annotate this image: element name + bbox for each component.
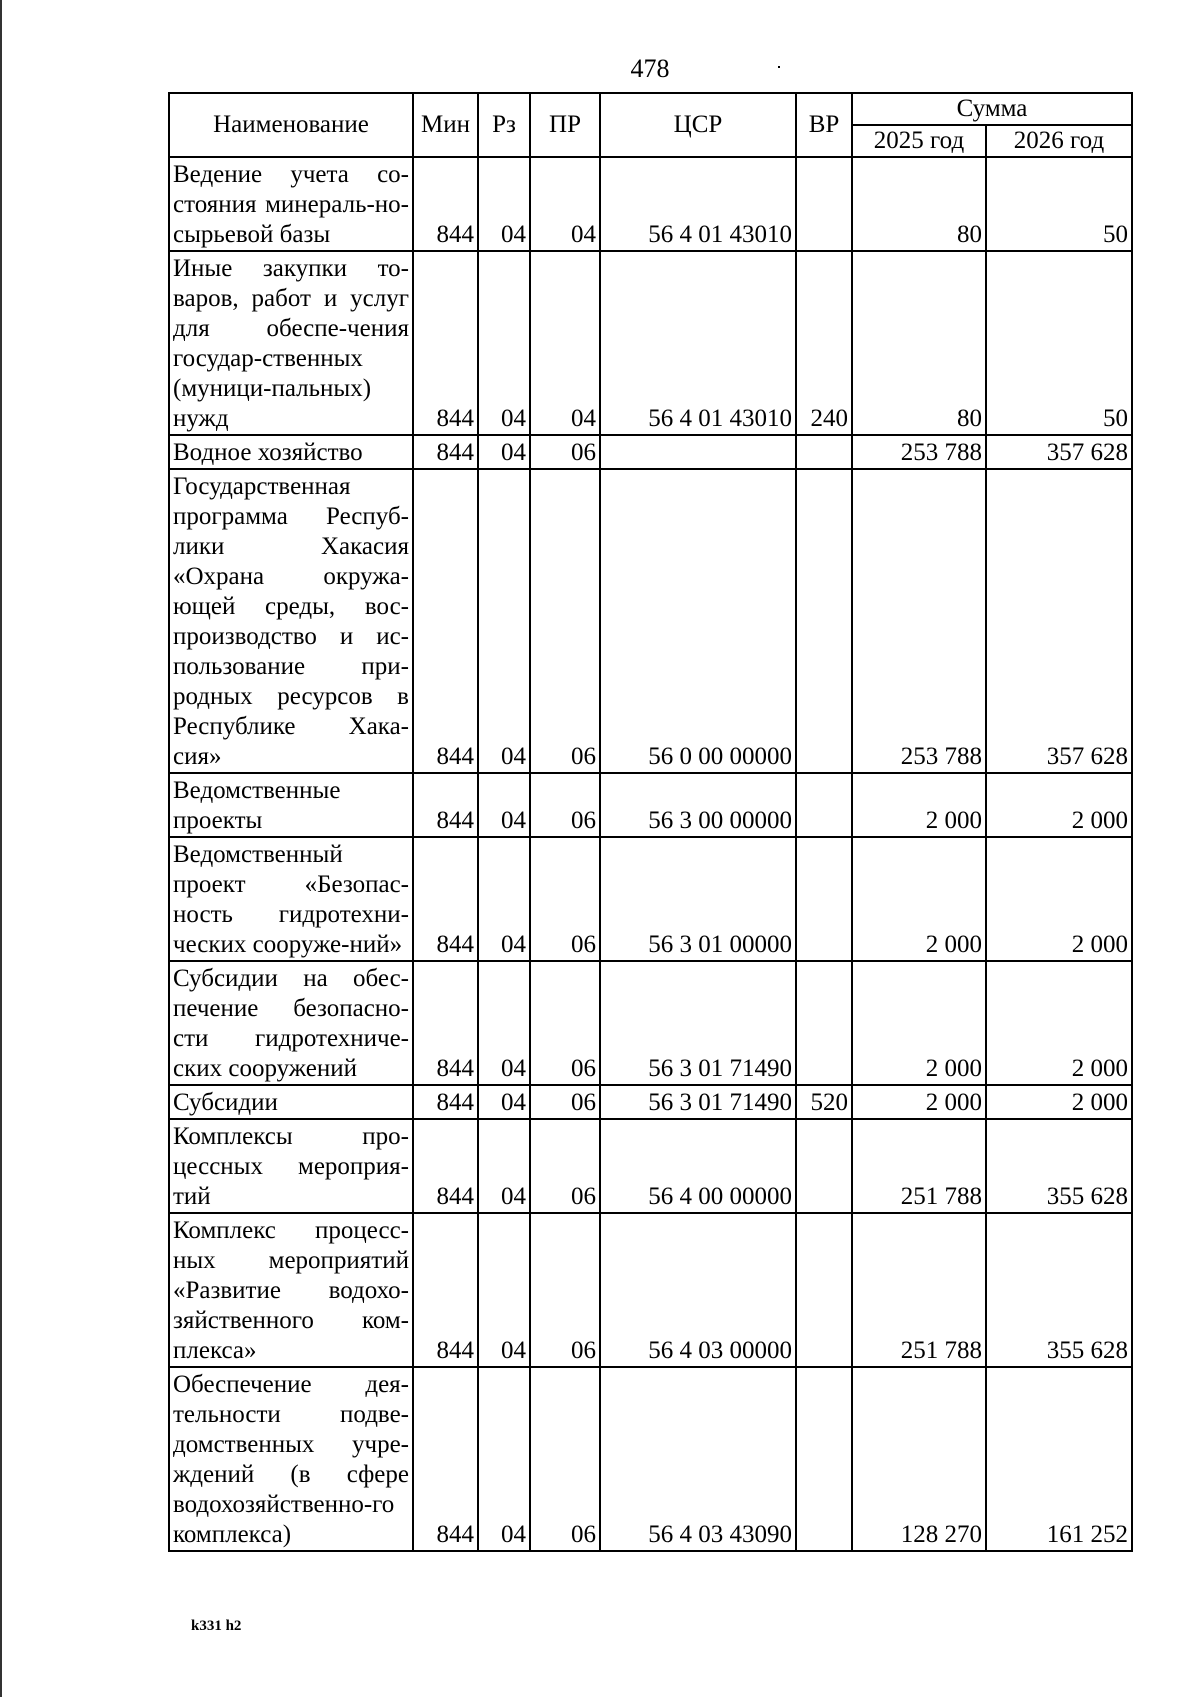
row-rz: 04 bbox=[478, 1119, 530, 1213]
row-pr: 06 bbox=[530, 1367, 600, 1551]
row-vr: 520 bbox=[796, 1085, 852, 1119]
row-vr bbox=[796, 157, 852, 251]
page-number: 478 bbox=[630, 54, 670, 83]
row-min: 844 bbox=[413, 435, 478, 469]
row-name: Ведомственный проект «Безопас-ность гидротехни-ческих сооруже-ний» bbox=[169, 837, 413, 961]
row-csr: 56 4 01 43010 bbox=[600, 157, 796, 251]
row-csr: 56 3 00 00000 bbox=[600, 773, 796, 837]
scan-dot bbox=[778, 66, 780, 68]
row-name: Комплексы про-цессных мероприя-тий bbox=[169, 1119, 413, 1213]
row-pr: 06 bbox=[530, 1085, 600, 1119]
row-rz: 04 bbox=[478, 961, 530, 1085]
row-2026: 357 628 bbox=[986, 435, 1132, 469]
row-csr: 56 0 00 00000 bbox=[600, 469, 796, 773]
row-rz: 04 bbox=[478, 773, 530, 837]
scan-left-edge bbox=[0, 0, 2, 1697]
row-2026: 2 000 bbox=[986, 837, 1132, 961]
row-rz: 04 bbox=[478, 1213, 530, 1367]
row-pr: 06 bbox=[530, 837, 600, 961]
header-rz: Рз bbox=[478, 93, 530, 157]
row-pr: 06 bbox=[530, 961, 600, 1085]
row-pr: 04 bbox=[530, 157, 600, 251]
row-2025: 2 000 bbox=[852, 1085, 986, 1119]
row-min: 844 bbox=[413, 837, 478, 961]
row-min: 844 bbox=[413, 469, 478, 773]
row-csr: 56 3 01 71490 bbox=[600, 961, 796, 1085]
row-pr: 06 bbox=[530, 435, 600, 469]
row-2026: 161 252 bbox=[986, 1367, 1132, 1551]
row-pr: 06 bbox=[530, 1213, 600, 1367]
row-min: 844 bbox=[413, 773, 478, 837]
header-name: Наименование bbox=[169, 93, 413, 157]
row-min: 844 bbox=[413, 961, 478, 1085]
row-vr bbox=[796, 469, 852, 773]
row-name: Иные закупки то-варов, работ и услуг для обеспе-чения государ-ственных (муници-пальных) нужд bbox=[169, 251, 413, 435]
row-pr: 06 bbox=[530, 469, 600, 773]
table-row bbox=[169, 469, 1132, 773]
row-name: Водное хозяйство bbox=[169, 435, 413, 469]
table-row bbox=[169, 773, 1132, 837]
row-rz: 04 bbox=[478, 1085, 530, 1119]
row-vr bbox=[796, 837, 852, 961]
row-csr: 56 3 01 71490 bbox=[600, 1085, 796, 1119]
header-sum: Сумма bbox=[852, 93, 1132, 125]
row-2026: 357 628 bbox=[986, 469, 1132, 773]
row-2026: 50 bbox=[986, 157, 1132, 251]
row-min: 844 bbox=[413, 1119, 478, 1213]
row-2025: 2 000 bbox=[852, 773, 986, 837]
footer-code: k331 h2 bbox=[191, 1618, 242, 1634]
table-row bbox=[169, 1367, 1132, 1551]
row-name: Комплекс процесс-ных мероприятий «Развитие водохо-зяйственного ком-плекса» bbox=[169, 1213, 413, 1367]
row-csr bbox=[600, 435, 796, 469]
table-row bbox=[169, 435, 1132, 469]
budget-table bbox=[168, 92, 1133, 1552]
row-csr: 56 4 00 00000 bbox=[600, 1119, 796, 1213]
row-vr bbox=[796, 961, 852, 1085]
row-csr: 56 4 03 43090 bbox=[600, 1367, 796, 1551]
row-min: 844 bbox=[413, 157, 478, 251]
row-2025: 251 788 bbox=[852, 1213, 986, 1367]
row-2025: 80 bbox=[852, 251, 986, 435]
row-2026: 355 628 bbox=[986, 1213, 1132, 1367]
row-min: 844 bbox=[413, 1085, 478, 1119]
row-vr bbox=[796, 1119, 852, 1213]
row-2025: 251 788 bbox=[852, 1119, 986, 1213]
row-2026: 2 000 bbox=[986, 961, 1132, 1085]
row-name: Государственная программа Респуб-лики Хакасия «Охрана окружа-ющей среды, вос-производство и ис-пользование при-родных ресурсов в Республике Хака-сия» bbox=[169, 469, 413, 773]
row-pr: 06 bbox=[530, 773, 600, 837]
row-rz: 04 bbox=[478, 435, 530, 469]
row-2025: 2 000 bbox=[852, 961, 986, 1085]
header-pr: ПР bbox=[530, 93, 600, 157]
row-vr bbox=[796, 435, 852, 469]
row-csr: 56 4 01 43010 bbox=[600, 251, 796, 435]
row-2026: 355 628 bbox=[986, 1119, 1132, 1213]
row-min: 844 bbox=[413, 1367, 478, 1551]
table-row bbox=[169, 837, 1132, 961]
row-rz: 04 bbox=[478, 469, 530, 773]
row-pr: 04 bbox=[530, 251, 600, 435]
row-2026: 2 000 bbox=[986, 1085, 1132, 1119]
row-vr bbox=[796, 773, 852, 837]
row-2025: 2 000 bbox=[852, 837, 986, 961]
row-2025: 80 bbox=[852, 157, 986, 251]
row-2025: 253 788 bbox=[852, 435, 986, 469]
header-row-1 bbox=[169, 93, 1132, 125]
row-min: 844 bbox=[413, 1213, 478, 1367]
table-row bbox=[169, 251, 1132, 435]
row-2026: 50 bbox=[986, 251, 1132, 435]
row-name: Ведение учета со-стояния минераль-но-сырьевой базы bbox=[169, 157, 413, 251]
row-name: Ведомственные проекты bbox=[169, 773, 413, 837]
row-rz: 04 bbox=[478, 251, 530, 435]
header-csr: ЦСР bbox=[600, 93, 796, 157]
row-name: Субсидии bbox=[169, 1085, 413, 1119]
table-row bbox=[169, 1213, 1132, 1367]
header-min: Мин bbox=[413, 93, 478, 157]
row-rz: 04 bbox=[478, 157, 530, 251]
row-2025: 253 788 bbox=[852, 469, 986, 773]
row-name: Субсидии на обес-печение безопасно-сти гидротехниче-ских сооружений bbox=[169, 961, 413, 1085]
row-vr bbox=[796, 1367, 852, 1551]
header-vr: ВР bbox=[796, 93, 852, 157]
row-rz: 04 bbox=[478, 1367, 530, 1551]
row-csr: 56 3 01 00000 bbox=[600, 837, 796, 961]
row-rz: 04 bbox=[478, 837, 530, 961]
row-name: Обеспечение дея-тельности подве-домственных учре-ждений (в сфере водохозяйственно-го комплекса) bbox=[169, 1367, 413, 1551]
table-row bbox=[169, 1085, 1132, 1119]
row-2025: 128 270 bbox=[852, 1367, 986, 1551]
row-pr: 06 bbox=[530, 1119, 600, 1213]
table-row bbox=[169, 961, 1132, 1085]
row-vr bbox=[796, 1213, 852, 1367]
row-2026: 2 000 bbox=[986, 773, 1132, 837]
row-vr: 240 bbox=[796, 251, 852, 435]
table-row bbox=[169, 157, 1132, 251]
table-row bbox=[169, 1119, 1132, 1213]
row-min: 844 bbox=[413, 251, 478, 435]
header-2025: 2025 год bbox=[852, 125, 986, 157]
row-csr: 56 4 03 00000 bbox=[600, 1213, 796, 1367]
header-2026: 2026 год bbox=[986, 125, 1132, 157]
